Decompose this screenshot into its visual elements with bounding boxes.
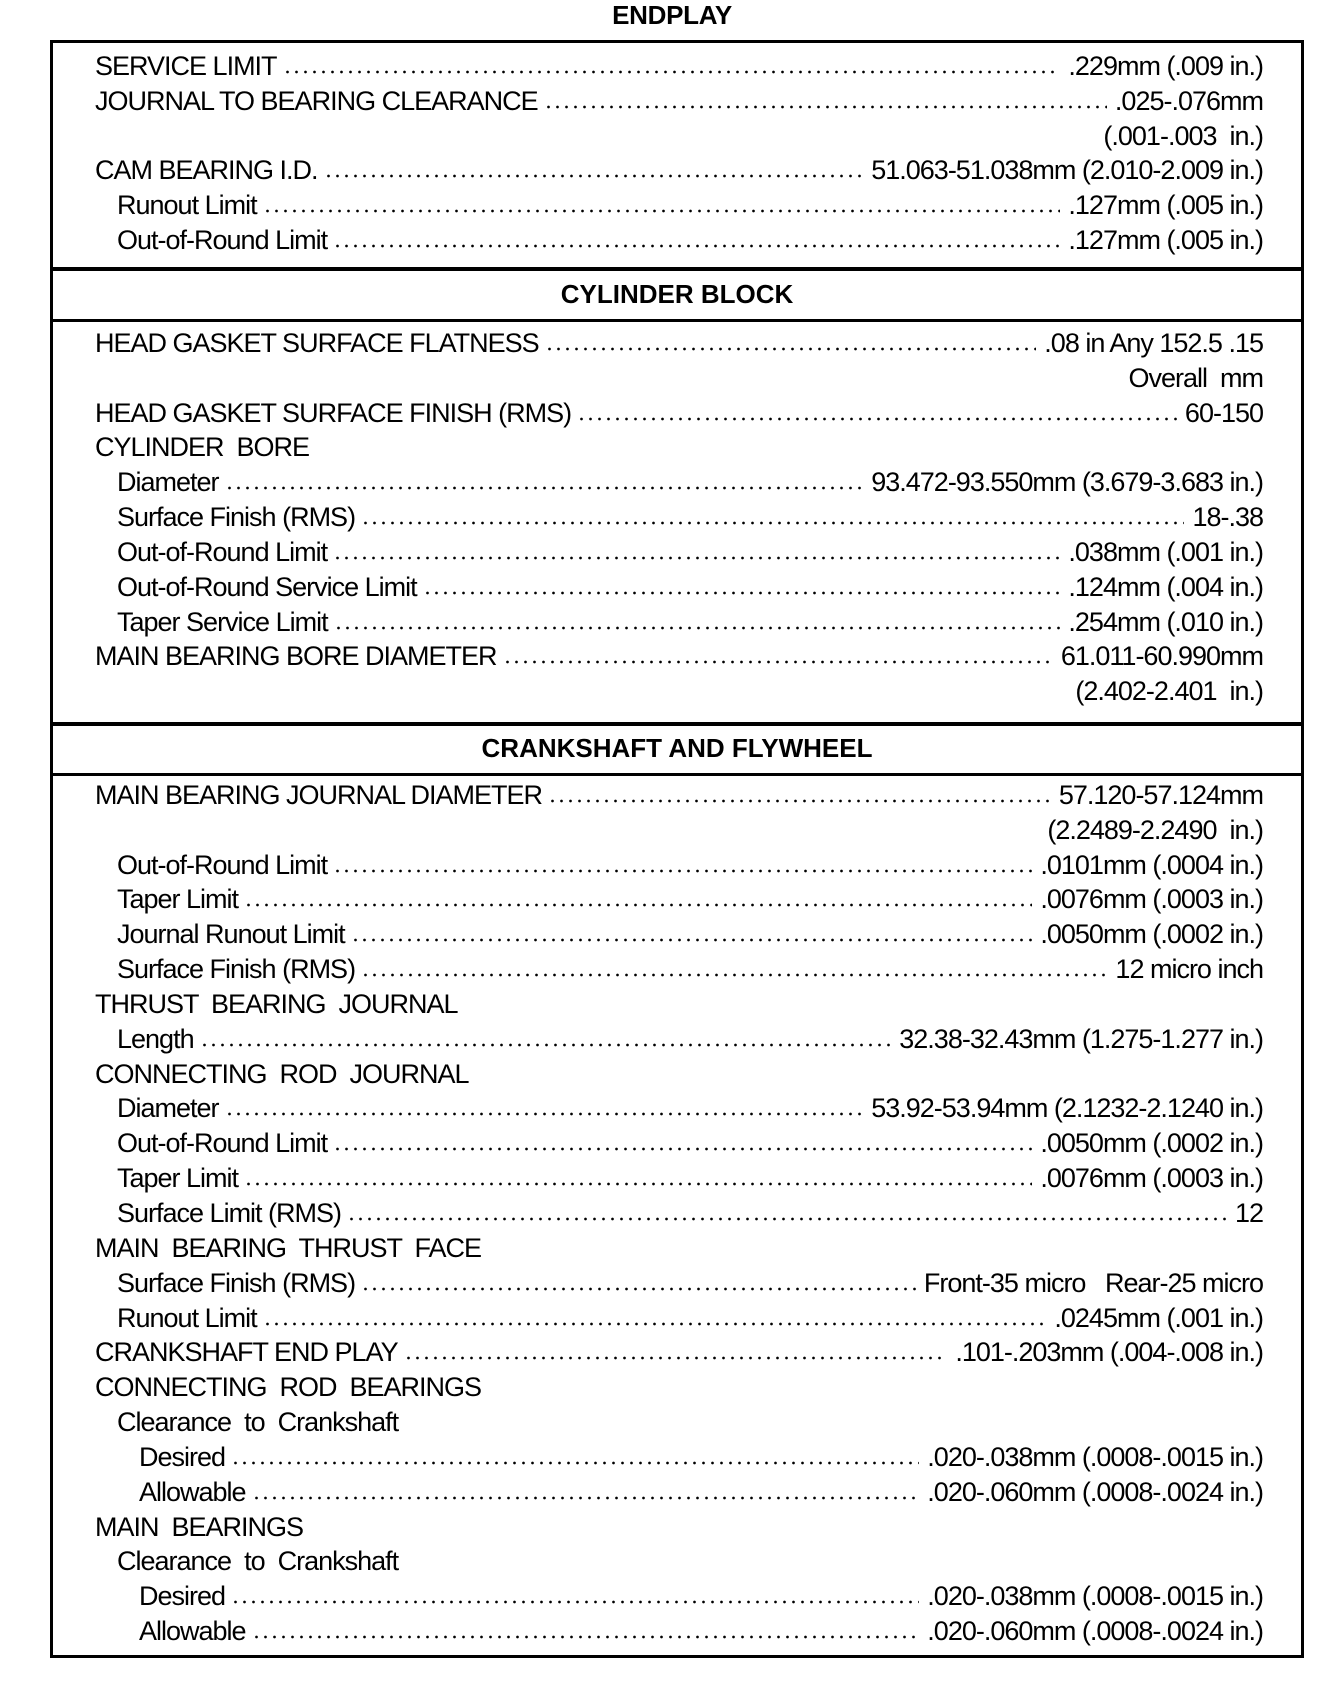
spec-value: Front-35 micro Rear-25 micro [923,1267,1263,1298]
spec-row [53,499,1301,534]
section-heading-crankshaft-flywheel: CRANKSHAFT AND FLYWHEEL [53,722,1301,776]
spec-value: 53.92-53.94mm (2.1232-2.1240 in.) [871,1093,1263,1124]
spec-label: Length [117,1023,194,1054]
spec-label: Clearance to Crankshaft [117,1546,399,1577]
spec-label: CRANKSHAFT END PLAY [95,1337,398,1368]
dot-leader [200,1042,892,1048]
dot-leader [263,208,1061,214]
spec-value: .020-.060mm (.0008-.0024 in.) [927,1616,1263,1647]
spec-label: Out-of-Round Limit [117,1128,328,1159]
spec-row [53,118,1301,153]
spec-row [53,222,1301,257]
dot-leader [333,1146,1032,1152]
spec-value: .0245mm (.001 in.) [1054,1302,1263,1333]
spec-row [53,1195,1301,1230]
dot-leader [351,937,1033,943]
spec-row [53,916,1301,951]
spec-row [53,1335,1301,1370]
dot-leader [577,416,1177,422]
spec-row [53,1265,1301,1300]
spec-row [53,464,1301,499]
spec-table [50,40,1304,1658]
spec-row [53,1300,1301,1335]
spec-row [53,1509,1301,1544]
dot-leader [423,590,1061,596]
spec-label: Desired [139,1581,226,1612]
dot-leader [545,346,1037,352]
spec-value: 60-150 [1184,397,1263,428]
spec-value: (2.2489-2.2490 in.) [1047,814,1263,845]
spec-row [53,83,1301,118]
spec-label: Allowable [139,1476,246,1507]
dot-leader [361,972,1107,978]
spec-label: Out-of-Round Limit [117,536,328,567]
section-endplay [53,48,1301,257]
dot-leader [548,798,1051,804]
dot-leader [324,173,864,179]
spec-value: .08 in Any 152.5 .15 [1044,327,1263,358]
spec-row [53,777,1301,812]
dot-leader [544,104,1107,110]
dot-leader [252,1634,920,1640]
spec-row [53,1544,1301,1579]
spec-label: HEAD GASKET SURFACE FINISH (RMS) [95,397,572,428]
spec-row [53,1230,1301,1265]
dot-leader [333,555,1060,561]
spec-label: SERVICE LIMIT [95,50,277,81]
spec-row [53,847,1301,882]
spec-label: Surface Limit (RMS) [117,1197,342,1228]
spec-label: Runout Limit [117,1302,257,1333]
spec-label: Surface Finish (RMS) [117,1267,356,1298]
spec-row [53,48,1301,83]
spec-row [53,430,1301,465]
spec-value: 32.38-32.43mm (1.275-1.277 in.) [899,1023,1263,1054]
spec-label: MAIN BEARINGS [95,1511,304,1542]
spec-row [53,986,1301,1021]
spec-row [53,951,1301,986]
spec-value: .025-.076mm [1114,85,1263,116]
spec-label: Diameter [117,467,219,498]
dot-leader [333,868,1032,874]
spec-label: THRUST BEARING JOURNAL [95,988,458,1019]
spec-value: 61.011-60.990mm [1060,641,1263,672]
spec-label: Out-of-Round Limit [117,849,328,880]
spec-value: .254mm (.010 in.) [1068,606,1263,637]
spec-label: Clearance to Crankshaft [117,1407,399,1438]
spec-value: .0050mm (.0002 in.) [1040,1128,1263,1159]
spec-value: 12 [1234,1197,1263,1228]
spec-label: CONNECTING ROD BEARINGS [95,1372,482,1403]
spec-row [53,1439,1301,1474]
spec-value: .0076mm (.0003 in.) [1040,1163,1263,1194]
spec-row [53,639,1301,674]
spec-value: Overall mm [1128,362,1263,393]
spec-label: Diameter [117,1093,219,1124]
dot-leader [244,1181,1032,1187]
spec-value: 57.120-57.124mm [1058,779,1263,810]
spec-value: .020-.038mm (.0008-.0015 in.) [927,1581,1263,1612]
spec-value: .038mm (.001 in.) [1068,536,1263,567]
dot-leader [283,69,1061,75]
spec-label: Surface Finish (RMS) [117,502,356,533]
section-cylinder-block [53,325,1301,708]
spec-row [53,1056,1301,1091]
spec-label: MAIN BEARING BORE DIAMETER [95,641,497,672]
spec-label: MAIN BEARING JOURNAL DIAMETER [95,779,543,810]
spec-label: CYLINDER BORE [95,432,310,463]
spec-value: .0076mm (.0003 in.) [1040,884,1263,915]
dot-leader [231,1599,919,1605]
spec-row [53,812,1301,847]
spec-value: .124mm (.004 in.) [1068,571,1263,602]
spec-label: Taper Limit [117,884,239,915]
spec-value: .127mm (.005 in.) [1068,225,1263,256]
spec-row [53,1369,1301,1404]
spec-row [53,360,1301,395]
spec-label: Surface Finish (RMS) [117,954,356,985]
dot-leader [225,485,864,491]
spec-row [53,882,1301,917]
spec-value: .020-.038mm (.0008-.0015 in.) [927,1441,1263,1472]
spec-label: Taper Service Limit [117,606,328,637]
spec-value: (.001-.003 in.) [1103,120,1263,151]
spec-label: Runout Limit [117,190,257,221]
dot-leader [347,1216,1227,1222]
spec-label: Out-of-Round Limit [117,225,328,256]
dot-leader [361,520,1184,526]
spec-label: CAM BEARING I.D. [95,155,318,186]
dot-leader [244,902,1032,908]
spec-row [53,153,1301,188]
spec-value: 18-.38 [1192,502,1263,533]
dot-leader [252,1495,920,1501]
spec-row [53,1578,1301,1613]
dot-leader [231,1460,919,1466]
spec-row [53,569,1301,604]
section-crankshaft-flywheel [53,777,1301,1648]
spec-row [53,325,1301,360]
document-title: ENDPLAY [612,0,732,30]
spec-row [53,1613,1301,1648]
spec-value: .0101mm (.0004 in.) [1040,849,1263,880]
spec-value: (2.402-2.401 in.) [1075,676,1263,707]
spec-value: .101-.203mm (.004-.008 in.) [955,1337,1263,1368]
spec-label: HEAD GASKET SURFACE FLATNESS [95,327,539,358]
dot-leader [263,1321,1047,1327]
spec-value: 12 micro inch [1115,954,1263,985]
spec-label: Journal Runout Limit [117,919,345,950]
spec-value: 51.063-51.038mm (2.010-2.009 in.) [871,155,1263,186]
spec-label: MAIN BEARING THRUST FACE [95,1232,482,1263]
spec-label: Allowable [139,1616,246,1647]
spec-value: .020-.060mm (.0008-.0024 in.) [927,1476,1263,1507]
spec-label: Out-of-Round Service Limit [117,571,417,602]
spec-row [53,673,1301,708]
spec-row [53,1091,1301,1126]
dot-leader [333,243,1060,249]
spec-row [53,604,1301,639]
spec-label: Desired [139,1441,226,1472]
section-heading-cylinder-block: CYLINDER BLOCK [53,267,1301,322]
dot-leader [503,659,1053,665]
spec-row [53,395,1301,430]
spec-row [53,1404,1301,1439]
dot-leader [361,1286,916,1292]
spec-row [53,1125,1301,1160]
spec-label: Taper Limit [117,1163,239,1194]
spec-value: .0050mm (.0002 in.) [1040,919,1263,950]
dot-leader [225,1111,864,1117]
spec-value: .127mm (.005 in.) [1068,190,1263,221]
dot-leader [334,625,1061,631]
spec-value: 93.472-93.550mm (3.679-3.683 in.) [871,467,1263,498]
spec-row [53,1474,1301,1509]
spec-row [53,187,1301,222]
dot-leader [404,1355,948,1361]
spec-label: CONNECTING ROD JOURNAL [95,1058,469,1089]
spec-value: .229mm (.009 in.) [1068,50,1263,81]
spec-row [53,1021,1301,1056]
spec-row [53,534,1301,569]
spec-row [53,1160,1301,1195]
spec-label: JOURNAL TO BEARING CLEARANCE [95,85,538,116]
